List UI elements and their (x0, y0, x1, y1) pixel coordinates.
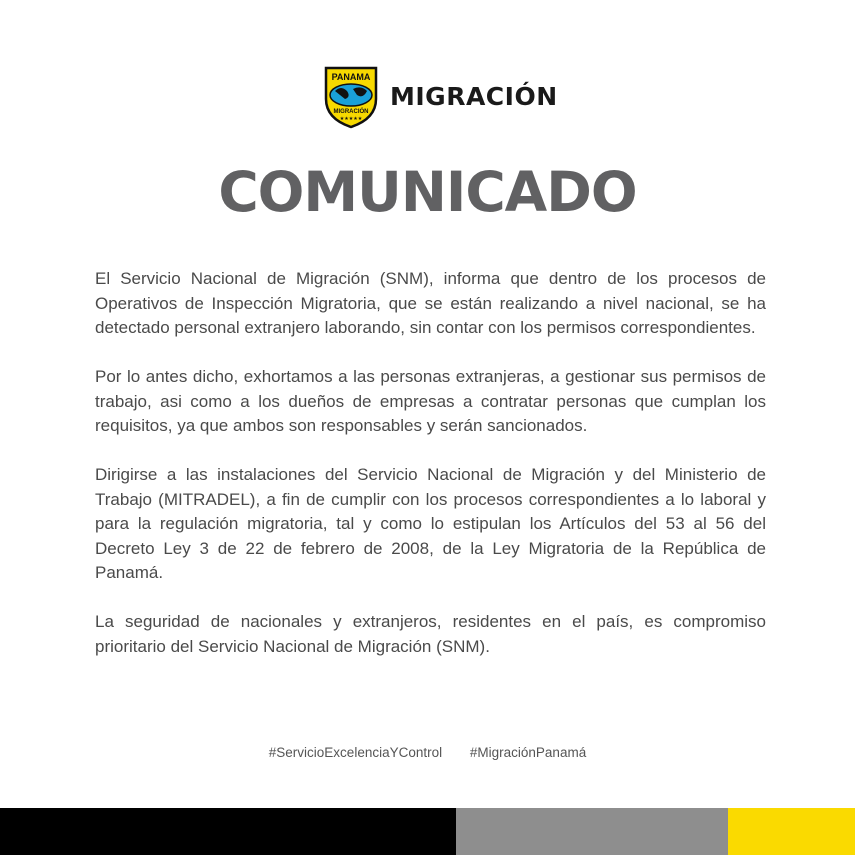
communique-body (95, 267, 766, 684)
paragraph: Por lo antes dicho, exhortamos a las personas extranjeras, a gestionar sus permisos de trabajo, asi como a los dueños de empresas a contratar personas que cumplan los requisitos, ya que ambos son responsables y serán sancionados. (95, 367, 766, 435)
footer-bar-yellow (728, 808, 855, 855)
hashtag: #ServicioExcelenciaYControl (268, 745, 443, 760)
paragraph: La seguridad de nacionales y extranjeros, residentes en el país, es compromiso prioritario del Servicio Nacional de Migración (SNM). (95, 612, 766, 656)
paragraph: Dirigirse a las instalaciones del Servicio Nacional de Migración y del Ministerio de Trabajo (MITRADEL), a fin de cumplir con los procesos correspondientes a lo laboral y para la regulación migratoria, tal y como lo estipulan los Artículos del 53 al 56 del Decreto Ley 3 de 22 de febrero de 2008, de la Ley Migratoria de la República de Panamá. (95, 465, 766, 582)
footer-bar-gray (456, 808, 728, 855)
svg-text:PANAMA: PANAMA (331, 72, 371, 82)
paragraph: El Servicio Nacional de Migración (SNM), informa que dentro de los procesos de Operativos de Inspección Migratoria, que se están realizando a nivel nacional, se ha detectado personal extranjero laborando, sin contar con los permisos correspondientes. (95, 269, 766, 337)
hashtags (0, 745, 855, 760)
brand-name: MIGRACIÓN (390, 82, 558, 111)
page-title: COMUNICADO (218, 160, 637, 224)
svg-text:★★★★★: ★★★★★ (339, 116, 363, 122)
svg-text:MIGRACIÓN: MIGRACIÓN (333, 109, 369, 115)
hashtag: #MigraciónPanamá (469, 745, 587, 760)
footer-bar-black (0, 808, 456, 855)
migracion-shield-logo (323, 65, 379, 129)
